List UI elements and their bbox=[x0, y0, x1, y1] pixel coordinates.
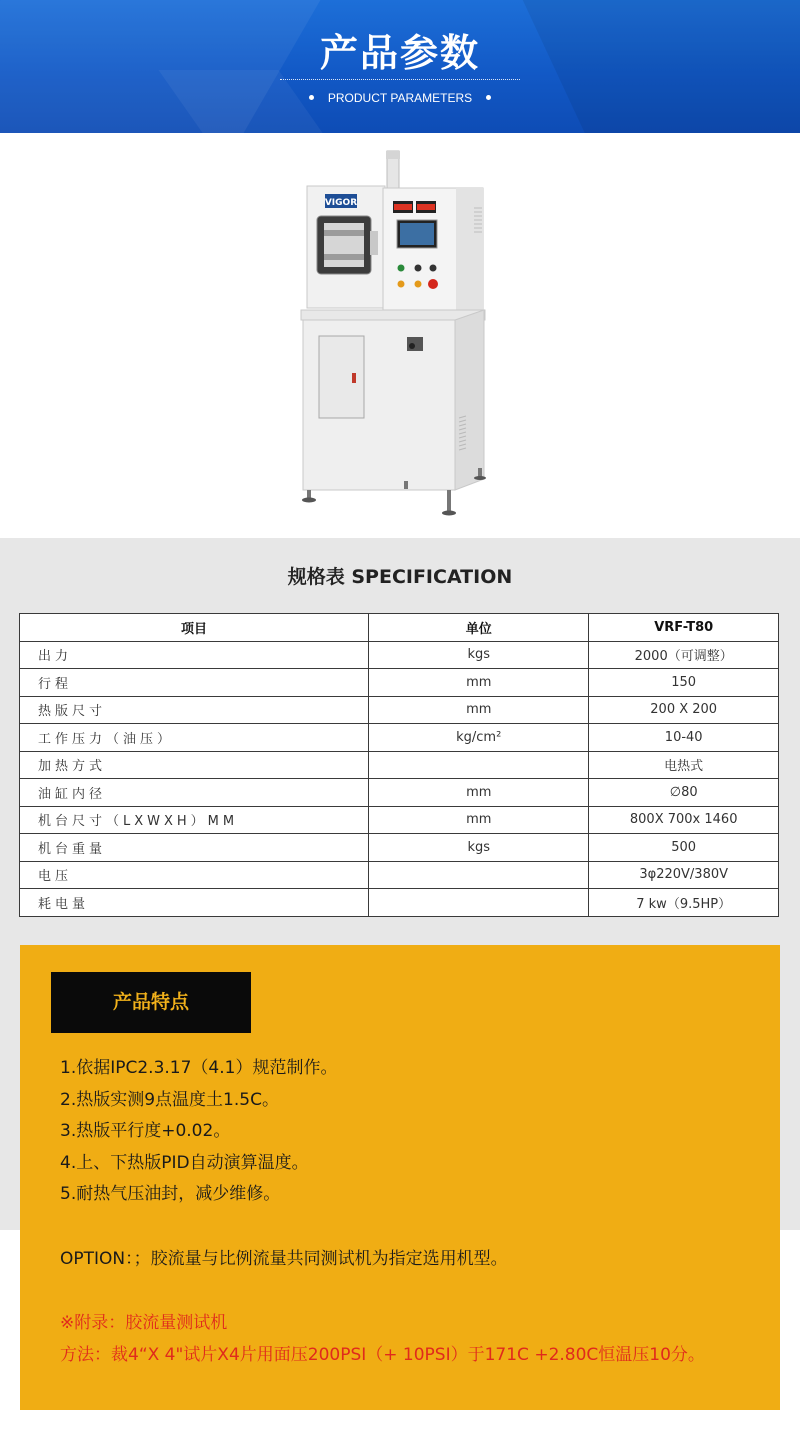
row-unit: kgs bbox=[369, 641, 589, 669]
row-item: 工作压力（油压） bbox=[20, 724, 369, 752]
column-header-item: 项目 bbox=[20, 614, 369, 642]
row-unit bbox=[369, 889, 589, 917]
table-row bbox=[20, 806, 779, 834]
feature-item: 4.上、下热版PID自动演算温度。 bbox=[60, 1152, 309, 1173]
row-value: 3φ220V/380V bbox=[589, 861, 779, 889]
table-row bbox=[20, 861, 779, 889]
header-banner bbox=[0, 0, 800, 133]
row-value: 2000（可调整） bbox=[589, 641, 779, 669]
row-item: 出力 bbox=[20, 641, 369, 669]
row-item: 热版尺寸 bbox=[20, 696, 369, 724]
table-header-row bbox=[20, 614, 779, 642]
table-row bbox=[20, 724, 779, 752]
feature-item: 2.热版实测9点温度土1.5C。 bbox=[60, 1089, 279, 1110]
row-unit: mm bbox=[369, 669, 589, 697]
row-item: 油缸内径 bbox=[20, 779, 369, 807]
row-value: ∅80 bbox=[589, 779, 779, 807]
option-text: OPTION：；胶流量与比例流量共同测试机为指定选用机型。 bbox=[60, 1249, 508, 1269]
page-title: 产品参数 bbox=[319, 31, 480, 75]
table-row bbox=[20, 834, 779, 862]
row-item: 电压 bbox=[20, 861, 369, 889]
row-unit: mm bbox=[369, 806, 589, 834]
row-unit bbox=[369, 751, 589, 779]
product-image-area bbox=[0, 133, 800, 538]
row-value: 150 bbox=[589, 669, 779, 697]
row-value: 7 kw（9.5HP） bbox=[589, 889, 779, 917]
banner-divider bbox=[280, 79, 520, 80]
appendix-method: 方法：裁4“X 4"试片X4片用面压200PSI（+ 10PSI）于171C +2.80C恒温压10分。 bbox=[60, 1345, 705, 1365]
row-value: 200 X 200 bbox=[589, 696, 779, 724]
features-list bbox=[60, 1055, 337, 1213]
row-item: 加热方式 bbox=[20, 751, 369, 779]
row-item: 耗电量 bbox=[20, 889, 369, 917]
machine-illustration bbox=[0, 133, 800, 538]
feature-item: 1.依据IPC2.3.17（4.1）规范制作。 bbox=[60, 1058, 338, 1078]
row-unit: mm bbox=[369, 779, 589, 807]
feature-item: 5.耐热气压油封，减少维修。 bbox=[60, 1184, 281, 1204]
table-row bbox=[20, 641, 779, 669]
bullet-icon bbox=[486, 95, 491, 100]
table-row bbox=[20, 751, 779, 779]
column-header-model: VRF-T80 bbox=[589, 614, 779, 642]
column-header-unit: 单位 bbox=[369, 614, 589, 642]
table-row bbox=[20, 669, 779, 697]
row-unit: kg/cm² bbox=[369, 724, 589, 752]
spec-title: 规格表 SPECIFICATION bbox=[287, 566, 513, 588]
row-item: 机台重量 bbox=[20, 834, 369, 862]
row-value: 500 bbox=[589, 834, 779, 862]
spec-table bbox=[19, 613, 779, 917]
row-unit: kgs bbox=[369, 834, 589, 862]
subtitle-text: PRODUCT PARAMETERS bbox=[327, 91, 473, 105]
appendix-title: ※附录：胶流量测试机 bbox=[60, 1313, 228, 1333]
page-subtitle bbox=[0, 91, 800, 105]
row-value: 10-40 bbox=[589, 724, 779, 752]
table-row bbox=[20, 889, 779, 917]
bullet-icon bbox=[309, 95, 314, 100]
feature-item: 3.热版平行度+0.02。 bbox=[60, 1121, 231, 1141]
row-unit: mm bbox=[369, 696, 589, 724]
table-row bbox=[20, 696, 779, 724]
brand-logo: VIGOR bbox=[324, 198, 358, 208]
features-panel bbox=[20, 945, 780, 1410]
row-value: 电热式 bbox=[589, 751, 779, 779]
features-badge: 产品特点 bbox=[51, 972, 251, 1033]
row-item: 行程 bbox=[20, 669, 369, 697]
row-value: 800X 700x 1460 bbox=[589, 806, 779, 834]
row-item: 机台尺寸（LXWXH）MM bbox=[20, 806, 369, 834]
table-row bbox=[20, 779, 779, 807]
row-unit bbox=[369, 861, 589, 889]
